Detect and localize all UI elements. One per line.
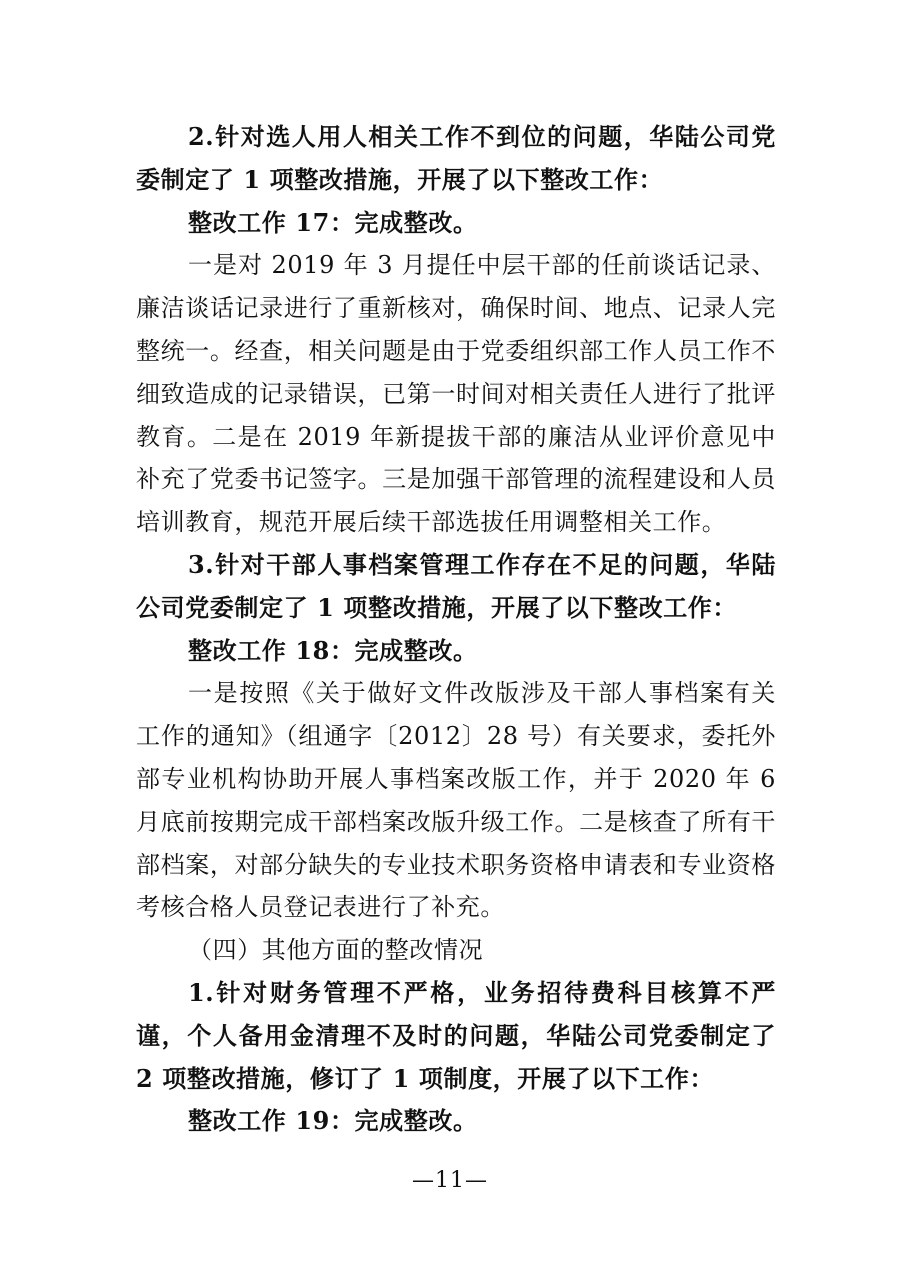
rectification-item-17-body: 一是对 2019 年 3 月提任中层干部的任前谈话记录、廉洁谈话记录进行了重新核对，确保时间、地点、记录人完整统一。经查，相关问题是由于党委组织部工作人员工作不细致造成的记录错误，已第一时间对相关责任人进行了批评教育。二是在 2019 年新提拔干部的廉洁从业评价意见中补充了党委书记签字。三是加强干部管理的流程建设和人员培训教育，规范开展后续干部选拔任用调整相关工作。 bbox=[136, 251, 776, 537]
section-item-2-heading: 2.针对选人用人相关工作不到位的问题，华陆公司党委制定了 1 项整改措施，开展了以下整改工作： bbox=[136, 122, 776, 194]
section-item-3-heading: 3.针对干部人事档案管理工作存在不足的问题，华陆公司党委制定了 1 项整改措施，开展了以下整改工作： bbox=[136, 549, 776, 622]
rectification-item-18-body: 一是按照《关于做好文件改版涉及干部人事档案有关工作的通知》（组通字〔2012〕28 号）有关要求，委托外部专业机构协助开展人事档案改版工作，并于 2020 年 6 月底前按期完成干部档案改版升级工作。二是核查了所有干部档案，对部分缺失的专业技术职务资格申请表和专业资格考核合格人员登记表进行了补充。 bbox=[136, 679, 776, 922]
rectification-item-18-title: 整改工作 18：完成整改。 bbox=[188, 635, 478, 665]
document-body bbox=[136, 116, 776, 1143]
section-item-1-heading: 1.针对财务管理不严格，业务招待费科目核算不严谨，个人备用金清理不及时的问题，华陆公司党委制定了 2 项整改措施，修订了 1 项制度，开展了以下工作： bbox=[136, 977, 776, 1093]
rectification-item-17-title: 整改工作 17：完成整改。 bbox=[188, 207, 478, 237]
subsection-4-heading: （四）其他方面的整改情况 bbox=[188, 936, 484, 965]
rectification-item-19-title: 整改工作 19：完成整改。 bbox=[188, 1106, 478, 1136]
page-number: —11— bbox=[412, 1168, 488, 1193]
